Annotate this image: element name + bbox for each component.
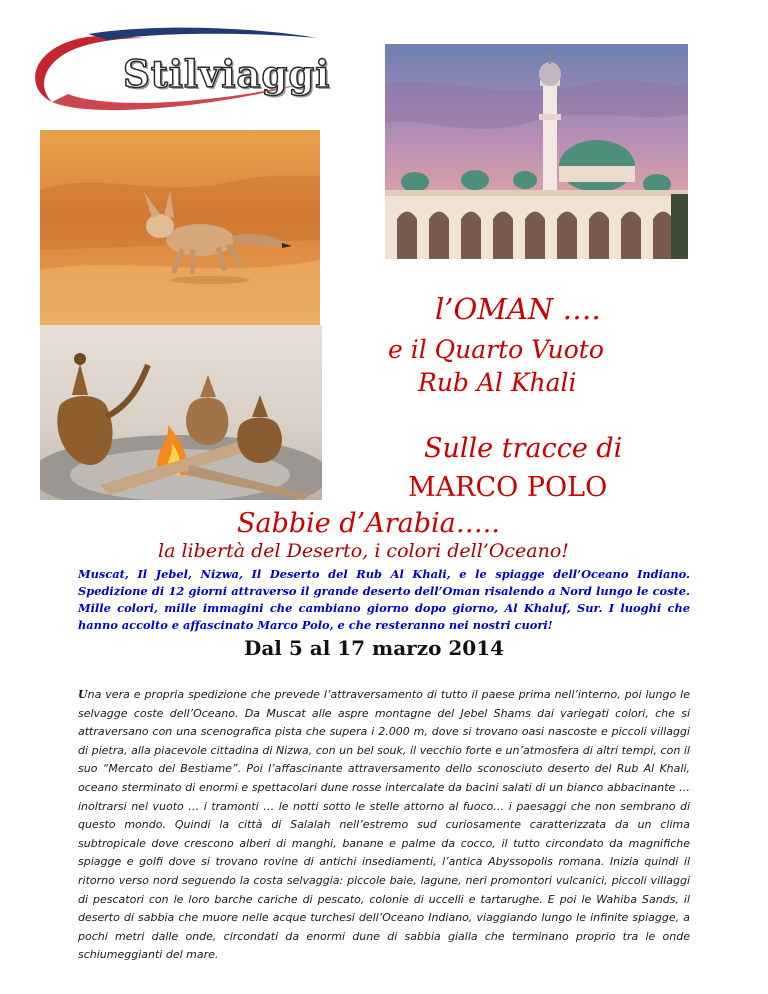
title-sabbie-arabia: Sabbie d’Arabia….. [237,508,500,539]
coffee-pots-over-campfire-photo [40,325,322,500]
intro-paragraph: Muscat, Il Jebel, Nizwa, Il Deserto del Rub Al Khali, e le spiagge dell’Oceano Indiano. Spedizione di 12 giorni attraverso il grande deserto dell’Oman risalendo a Nord lungo le coste. Mille colori, mille immagini che cambiano giorno dopo giorno, Al Khaluf, Sur. I luoghi che hanno accolto e affascinato Marco Polo, e che resteranno nei nostri cuori! [78,567,690,632]
title-rub-al-khali: Rub Al Khali [418,368,577,397]
fox-photo [40,130,320,325]
logo-wordmark: Stilviaggi [123,52,331,96]
description-paragraph [78,686,690,965]
mosque-photo [385,44,688,259]
drop-cap: U [78,688,88,701]
title-oman: l’OMAN …. [435,292,601,326]
logo [28,18,331,118]
fennec-fox-in-desert-photo [40,130,320,325]
description-text: na vera e propria spedizione che prevede l’attraversamento di tutto il paese prima nell’interno, poi lungo le selvagge coste dell’Oceano. Da Muscat alle aspre montagne del Jebel Shams dai variegati colori, che si attraversano con una scenografica pista che supera i 2.000 m, dove si trovano oasi nascoste e piccoli villaggi di pietra, alla piacevole cittadina di Nizwa, con un bel souk, il vecchio forte e un’atmosfera di altri tempi, con il suo “Mercato del Bestiame”. Poi l’affascinante attraversamento dello sconosciuto deserto del Rub Al Khali, oceano sterminato di enormi e spettacolari dune rosse intercalate da bacini salati di un bianco abbacinante … inoltrarsi nel vuoto … i tramonti … le notti sotto le stelle attorno al fuoco… i paesaggi che non sembrano di questo mondo. Quindi la città di Salalah nell’estremo sud curiosamente caratterizzata da un clima subtropicale dove crescono alberi di manghi, banane e palme da cocco, il tutto circondato da magnifiche spiagge e golfi dove si trovano rovine di antichi insediamenti, l’antica Abyssopolis romana. Inizia quindi il ritorno verso nord seguendo la costa selvaggia: piccole baie, lagune, neri promontori vulcanici, piccoli villaggi di pescatori con le loro barche cariche di pescato, colonie di uccelli e tartarughe. E poi le Wahiba Sands, il deserto di sabbia che muore nelle acque turchesi dell’Oceano Indiano, viaggiando lungo le infinite spiagge, a pochi metri dalle onde, circondati da enormi dune di sabbia gialla che terminano proprio tra le onde schiumeggianti del mare. [78,688,690,962]
pots-photo [40,325,322,500]
mosque-at-sunset-photo [385,44,688,259]
title-sulle-tracce: Sulle tracce di [424,433,623,464]
title-quarto-vuoto: e il Quarto Vuoto [388,335,604,364]
title-marco-polo: MARCO POLO [408,472,608,503]
trip-dates: Dal 5 al 17 marzo 2014 [244,636,505,660]
tagline: la libertà del Deserto, i colori dell’Oceano! [158,540,569,562]
